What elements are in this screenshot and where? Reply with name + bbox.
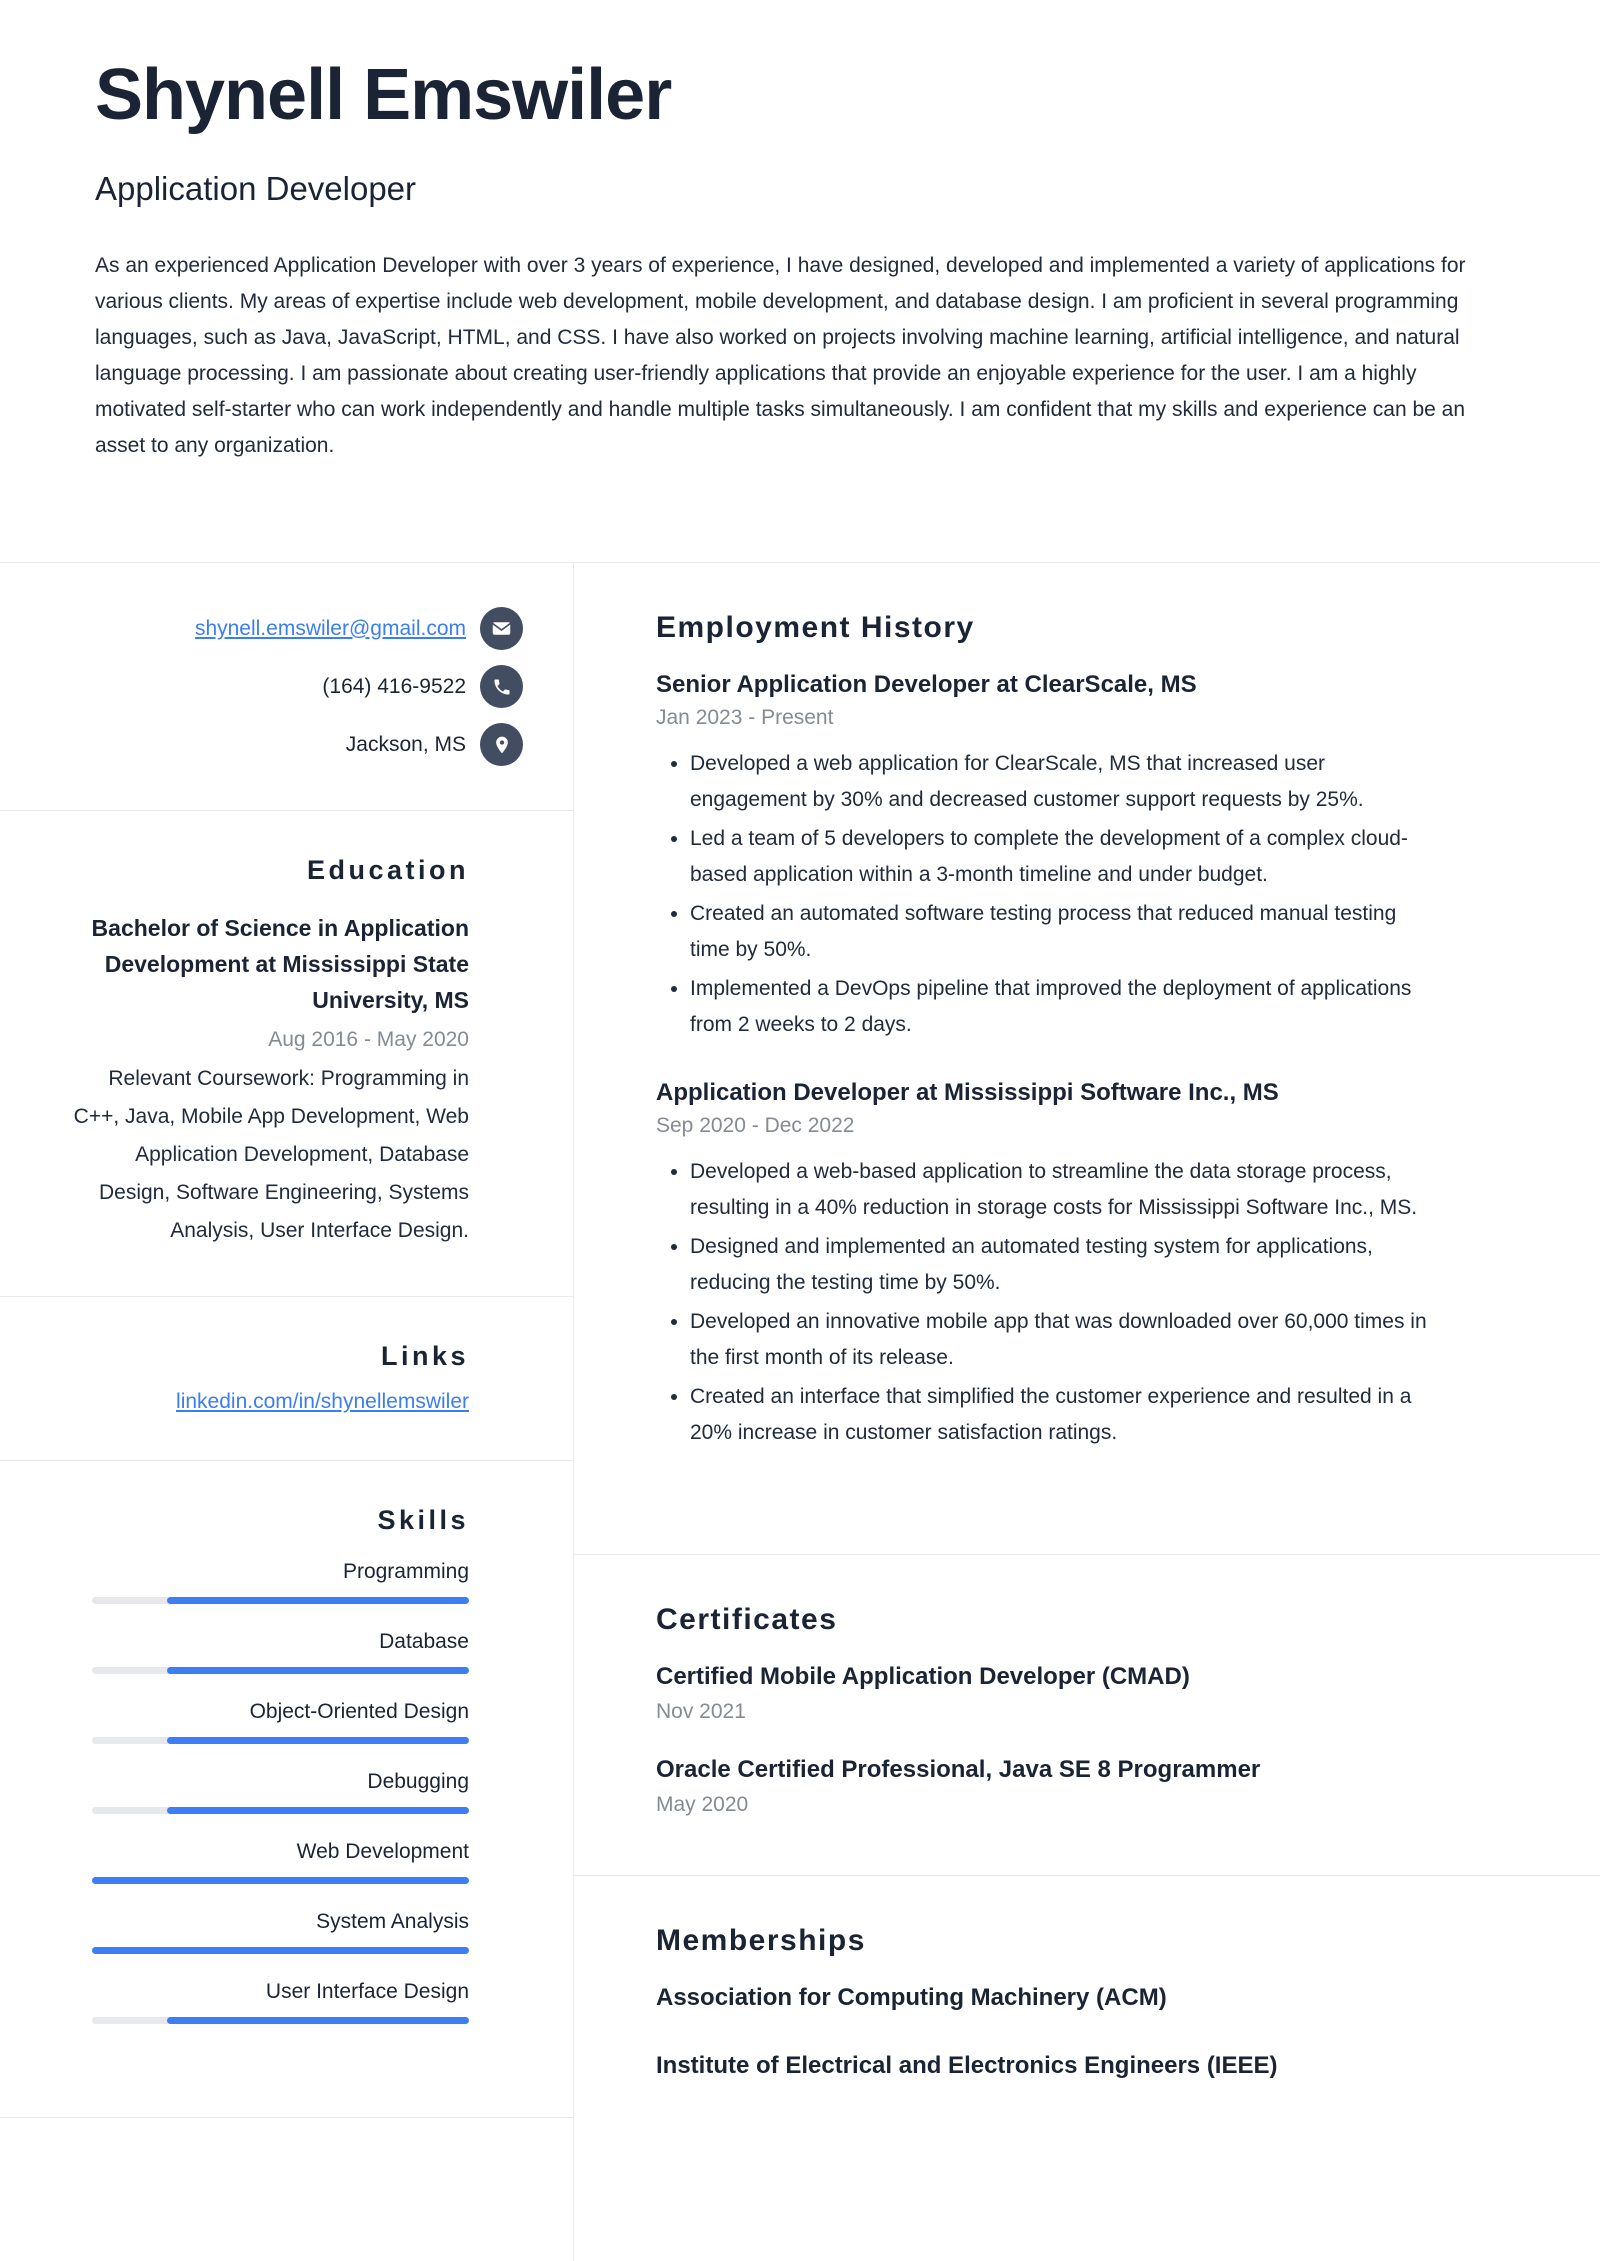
links-section [0,1297,573,1461]
job-entry [656,671,1435,1043]
sidebar-bottom-divider [0,2070,573,2118]
job-title: Senior Application Developer at ClearScale, MS [656,671,1197,698]
job-bullet: • Developed a web-based application to streamline the data storage process, resulting in a 40% reduction in storage costs for Mississippi Software Inc., MS. [690,1154,1435,1226]
skill-item [65,1630,469,1674]
skills-heading: Skills [377,1505,469,1535]
skill-name: Programming [342,1560,469,1583]
skill-name: System Analysis [316,1910,469,1933]
sidebar [0,563,574,2261]
education-section [0,811,573,1297]
resume-body [0,562,1600,2261]
contact-row-email [40,607,523,650]
job-dates: Sep 2020 - Dec 2022 [656,1114,855,1137]
main-column [574,563,1600,2261]
job-bullet: • Created an interface that simplified the customer experience and resulted in a 20% increase in customer satisfaction ratings. [690,1379,1435,1451]
skill-progress-bar [92,1667,469,1674]
education-degree: Bachelor of Science in Application Development at Mississippi State University, MS [91,915,469,1013]
person-job-title: Application Developer [95,170,417,207]
link-item [65,1390,469,1414]
memberships-section [574,1876,1600,2164]
job-entry [656,1079,1435,1451]
contact-row-phone [40,665,523,708]
skill-progress-fill [167,1807,469,1814]
skill-progress-fill [167,1597,469,1604]
certificate-date: Nov 2021 [656,1700,746,1723]
skill-progress-fill [167,1737,469,1744]
envelope-icon [480,607,523,650]
skill-name: Database [379,1630,469,1653]
phone-number: (164) 416-9522 [322,674,466,698]
certificate-title: Certified Mobile Application Developer (CMAD) [656,1663,1190,1690]
skill-item [65,1700,469,1744]
resume-header [0,0,1600,562]
membership-entry: Institute of Electrical and Electronics Engineers (IEEE) [656,2052,1278,2079]
membership-entry: Association for Computing Machinery (ACM) [656,1984,1167,2011]
education-heading: Education [306,855,469,885]
job-bullet: • Developed an innovative mobile app that was downloaded over 60,000 times in the first month of its release. [690,1304,1435,1376]
job-bullet: • Developed a web application for ClearScale, MS that increased user engagement by 30% and decreased customer support requests by 25%. [690,746,1435,818]
skill-name: Web Development [296,1840,469,1863]
skill-name: Object-Oriented Design [249,1700,469,1723]
profile-summary: As an experienced Application Developer with over 3 years of experience, I have designed, developed and implemented a variety of applications for various clients. My areas of expertise include web development, mobile development, and database design. I am proficient in several programming languages, such as Java, JavaScript, HTML, and CSS. I have also worked on projects involving machine learning, artificial intelligence, and natural language processing. I am passionate about creating user-friendly applications that provide an enjoyable experience for the user. I am a highly motivated self-starter who can work independently and handle multiple tasks simultaneously. I am confident that my skills and experience can be an asset to any organization. [95,254,1466,457]
contact-section [0,563,573,811]
job-bullet: • Implemented a DevOps pipeline that improved the deployment of applications from 2 weeks to 2 days. [690,971,1435,1043]
job-bullet-list [656,1154,1435,1451]
job-bullet: • Created an automated software testing process that reduced manual testing time by 50%. [690,896,1435,968]
skill-progress-fill [92,1877,469,1884]
memberships-heading: Memberships [656,1924,866,1957]
skill-name: User Interface Design [265,1980,469,2003]
skill-item [65,1840,469,1884]
location-pin-icon [480,723,523,766]
skill-name: Debugging [367,1770,469,1793]
skill-progress-bar [92,1597,469,1604]
job-dates: Jan 2023 - Present [656,706,834,729]
certificate-date: May 2020 [656,1793,749,1816]
skill-progress-bar [92,1877,469,1884]
email-link[interactable]: shynell.emswiler@gmail.com [194,616,466,640]
job-bullet: • Led a team of 5 developers to complete the development of a complex cloud-based application within a 3-month timeline and under budget. [690,821,1435,893]
skill-item [65,1910,469,1954]
links-heading: Links [380,1341,469,1371]
certificates-section [574,1555,1600,1876]
skill-item [65,1560,469,1604]
certificate-title: Oracle Certified Professional, Java SE 8 Programmer [656,1756,1261,1783]
contact-row-location [40,723,523,766]
skills-section [0,1461,573,2070]
skill-progress-fill [167,2017,469,2024]
skill-item [65,1980,469,2024]
education-dates: Aug 2016 - May 2020 [268,1028,469,1051]
employment-history-heading: Employment History [656,611,975,644]
phone-icon [480,665,523,708]
employment-history-section [574,563,1600,1555]
certificates-heading: Certificates [656,1603,838,1636]
skill-progress-fill [167,1667,469,1674]
person-name: Shynell Emswiler [95,55,672,135]
job-bullet-list [656,746,1435,1043]
skill-progress-bar [92,1807,469,1814]
location-text: Jackson, MS [345,732,466,756]
certificate-entry [656,1663,1435,1724]
skill-item [65,1770,469,1814]
linkedin-link[interactable]: linkedin.com/in/shynellemswiler [176,1390,469,1413]
education-coursework: Relevant Coursework: Programming in C++, Java, Mobile App Development, Web Application Development, Database Design, Software Engineering, Systems Analysis, User Interface Design. [73,1067,469,1242]
skill-progress-fill [92,1947,469,1954]
job-bullet: • Designed and implemented an automated testing system for applications, reducing the testing time by 50%. [690,1229,1435,1301]
job-title: Application Developer at Mississippi Software Inc., MS [656,1079,1279,1106]
skill-progress-bar [92,2017,469,2024]
certificate-entry [656,1756,1435,1817]
skill-progress-bar [92,1737,469,1744]
skill-progress-bar [92,1947,469,1954]
